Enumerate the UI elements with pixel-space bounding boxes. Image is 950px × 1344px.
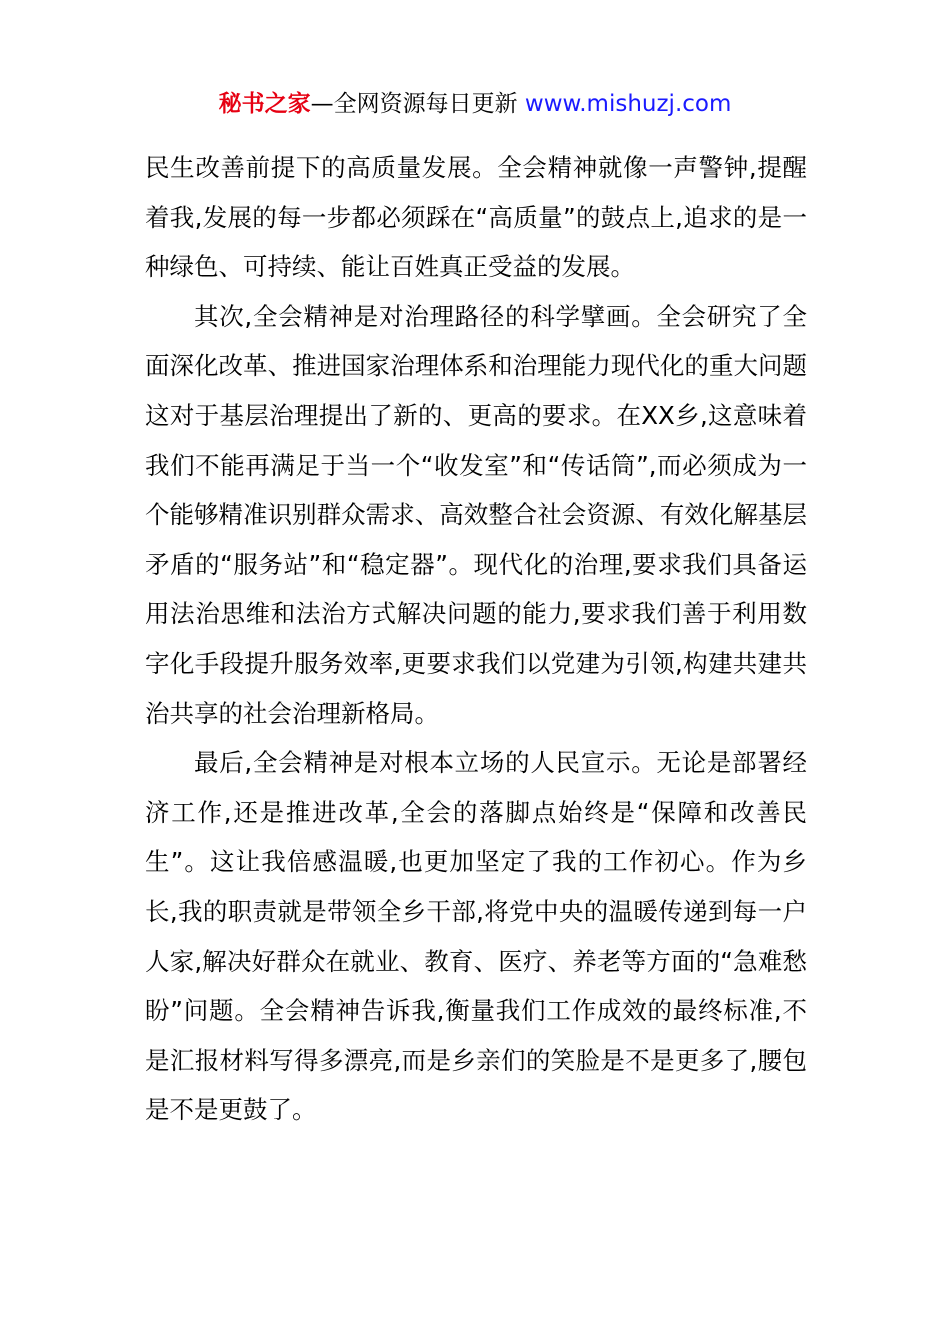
site-tagline: —全网资源每日更新: [310, 91, 525, 117]
document-body: [145, 143, 807, 1135]
paragraph-governance: 其次,全会精神是对治理路径的科学擘画。全会研究了全面深化改革、推进国家治理体系和治理能力现代化的重大问题这对于基层治理提出了新的、更高的要求。在XX乡,这意味着我们不能再满足于当一个“收发室”和“传话筒”,而必须成为一个能够精准识别群众需求、高效整合社会资源、有效化解基层矛盾的“服务站”和“稳定器”。现代化的治理,要求我们具备运用法治思维和法治方式解决问题的能力,要求我们善于利用数字化手段提升服务效率,更要求我们以党建为引领,构建共建共治共享的社会治理新格局。: [145, 301, 807, 728]
paragraph-continued: 民生改善前提下的高质量发展。全会精神就像一声警钟,提醒着我,发展的每一步都必须踩在“高质量”的鼓点上,追求的是一种绿色、可持续、能让百姓真正受益的发展。: [145, 153, 807, 282]
site-url-link[interactable]: www.mishuzj.com: [524, 91, 732, 117]
site-header: [0, 86, 950, 122]
paragraph-people: 最后,全会精神是对根本立场的人民宣示。无论是部署经济工作,还是推进改革,全会的落脚点始终是“保障和改善民生”。这让我倍感温暖,也更加坚定了我的工作初心。作为乡长,我的职责就是带领全乡干部,将党中央的温暖传递到每一户人家,解决好群众在就业、教育、医疗、养老等方面的“急难愁盼”问题。全会精神告诉我,衡量我们工作成效的最终标准,不是汇报材料写得多漂亮,而是乡亲们的笑脸是不是更多了,腰包是不是更鼓了。: [145, 748, 808, 1125]
site-brand: 秘书之家: [218, 91, 311, 117]
